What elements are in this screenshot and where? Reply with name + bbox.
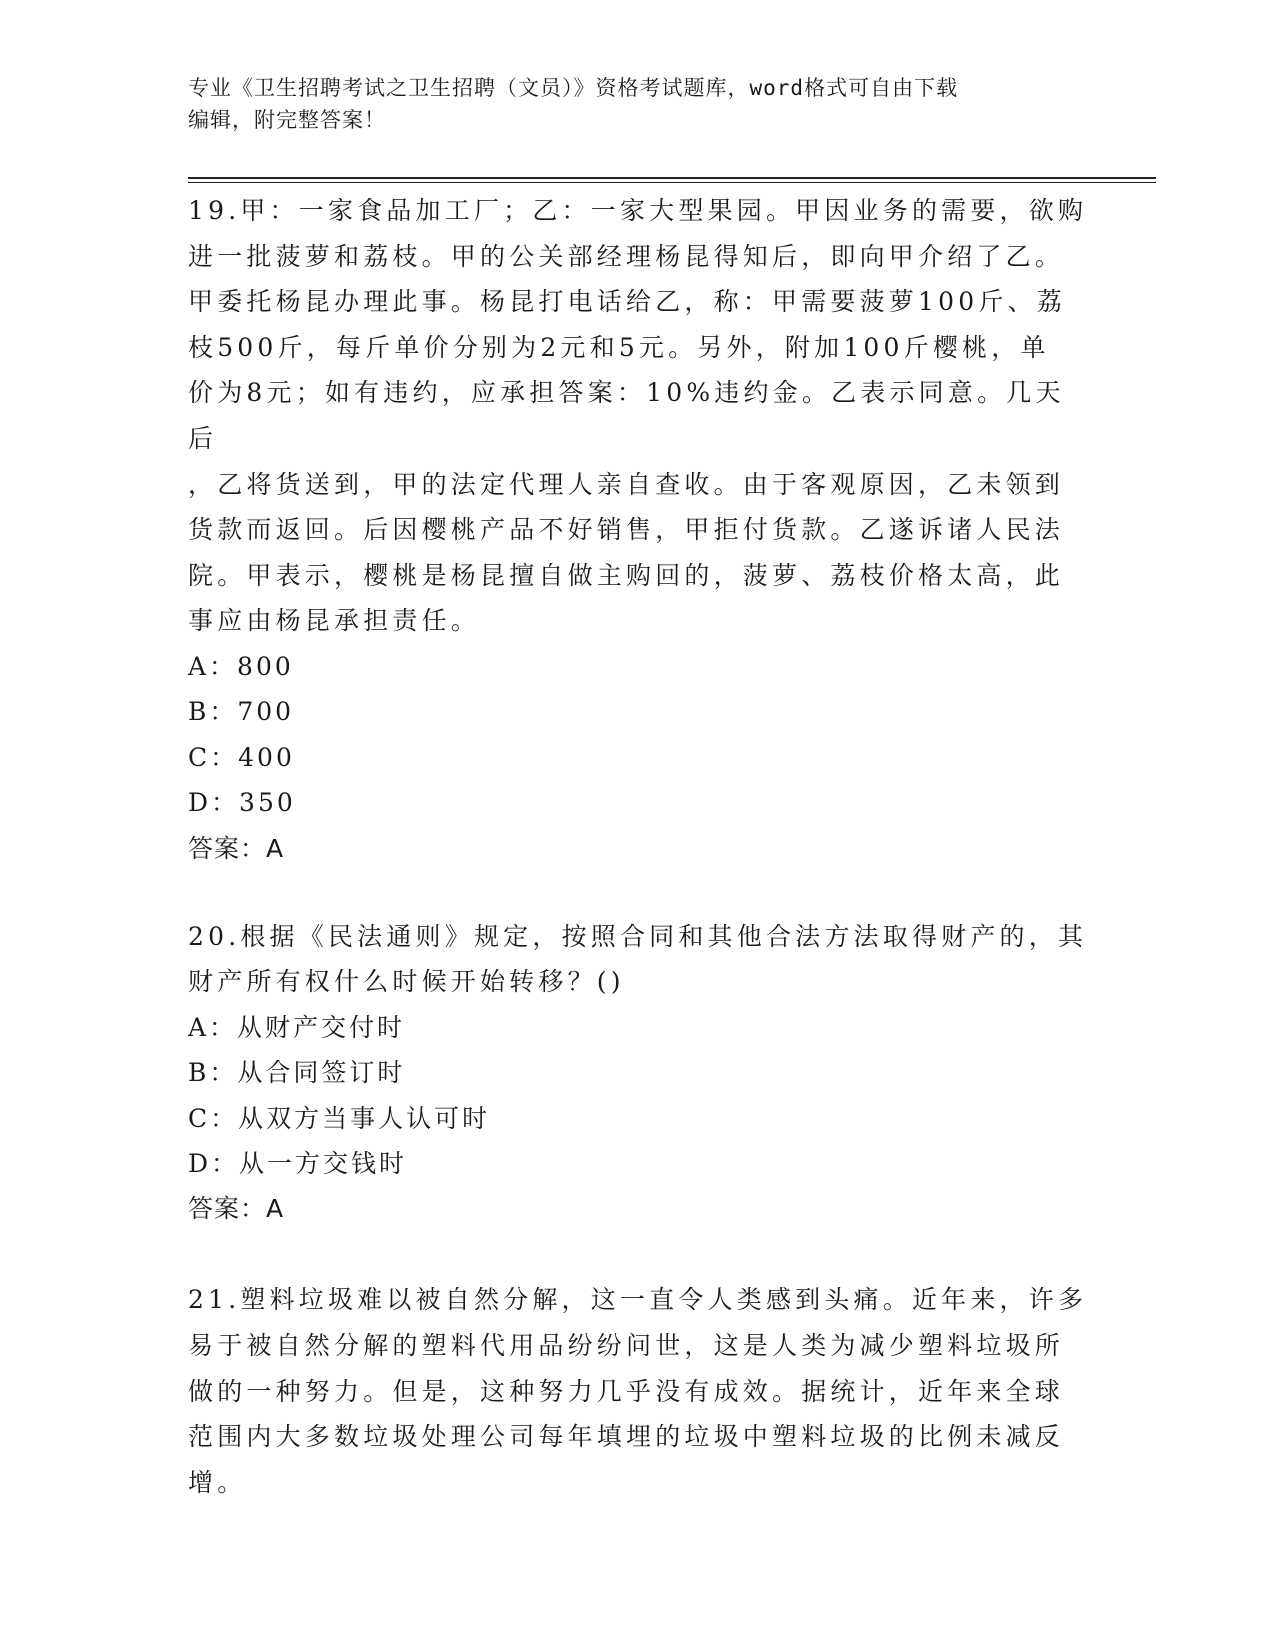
option-a: A：800 (188, 651, 294, 681)
answer-line: 答案：A (188, 833, 285, 863)
question-stem-line: 价为8元；如有违约，应承担答案：10%违约金。乙表示同意。几天后 (188, 378, 1065, 453)
question-stem-line: 枝500斤，每斤单价分别为2元和5元。另外，附加100斤樱桃，单 (188, 332, 1050, 362)
question-20 (188, 914, 1088, 1232)
answer-line: 答案：A (188, 1194, 285, 1224)
option-b: B：从合同签订时 (188, 1058, 406, 1088)
option-b: B：700 (188, 697, 295, 727)
option-d: D：350 (188, 788, 296, 818)
option-d: D：从一方交钱时 (188, 1148, 408, 1178)
header-line-1: 专业《卫生招聘考试之卫生招聘（文员）》资格考试题库，word格式可自由下载 (188, 76, 959, 100)
question-stem-line: 21.塑料垃圾难以被自然分解，这一直令人类感到头痛。近年来，许多 (188, 1285, 1088, 1315)
option-c: C：400 (188, 742, 295, 772)
question-stem-line: 做的一种努力。但是，这种努力几乎没有成效。据统计，近年来全球 (188, 1376, 1065, 1406)
question-stem-line: 事应由杨昆承担责任。 (188, 606, 481, 636)
question-stem-line: 范围内大多数垃圾处理公司每年填埋的垃圾中塑料垃圾的比例未减反 (188, 1422, 1065, 1452)
question-stem-line: 易于被自然分解的塑料代用品纷纷问世，这是人类为减少塑料垃圾所 (188, 1330, 1065, 1360)
question-19 (188, 188, 1088, 871)
question-stem-line: 19.甲：一家食品加工厂；乙：一家大型果园。甲因业务的需要，欲购 (188, 196, 1088, 225)
question-stem-line: ，乙将货送到，甲的法定代理人亲自查收。由于客观原因，乙未领到 (188, 469, 1065, 499)
document-header (188, 72, 1088, 136)
header-divider-thick (188, 177, 1156, 179)
question-stem-line: 财产所有权什么时候开始转移？() (188, 967, 625, 997)
option-a: A：从财产交付时 (188, 1012, 406, 1042)
question-stem-line: 货款而返回。后因樱桃产品不好销售，甲拒付货款。乙遂诉诸人民法 (188, 515, 1065, 545)
header-line-2: 编辑，附完整答案！ (188, 108, 386, 132)
question-spacer (188, 1231, 1088, 1277)
question-21 (188, 1277, 1088, 1505)
question-stem-line: 20.根据《民法通则》规定，按照合同和其他合法方法取得财产的，其 (188, 921, 1088, 951)
question-stem-line: 增。 (188, 1467, 247, 1497)
question-list (188, 188, 1088, 1505)
question-spacer (188, 871, 1088, 914)
question-stem-line: 甲委托杨昆办理此事。杨昆打电话给乙，称：甲需要菠萝100斤、荔 (188, 287, 1066, 317)
question-stem-line: 院。甲表示，樱桃是杨昆擅自做主购回的，菠萝、荔枝价格太高，此 (188, 560, 1065, 590)
header-divider-thin (188, 182, 1156, 183)
option-c: C：从双方当事人认可时 (188, 1103, 491, 1133)
question-stem-line: 进一批菠萝和荔枝。甲的公关部经理杨昆得知后，即向甲介绍了乙。 (188, 241, 1065, 271)
